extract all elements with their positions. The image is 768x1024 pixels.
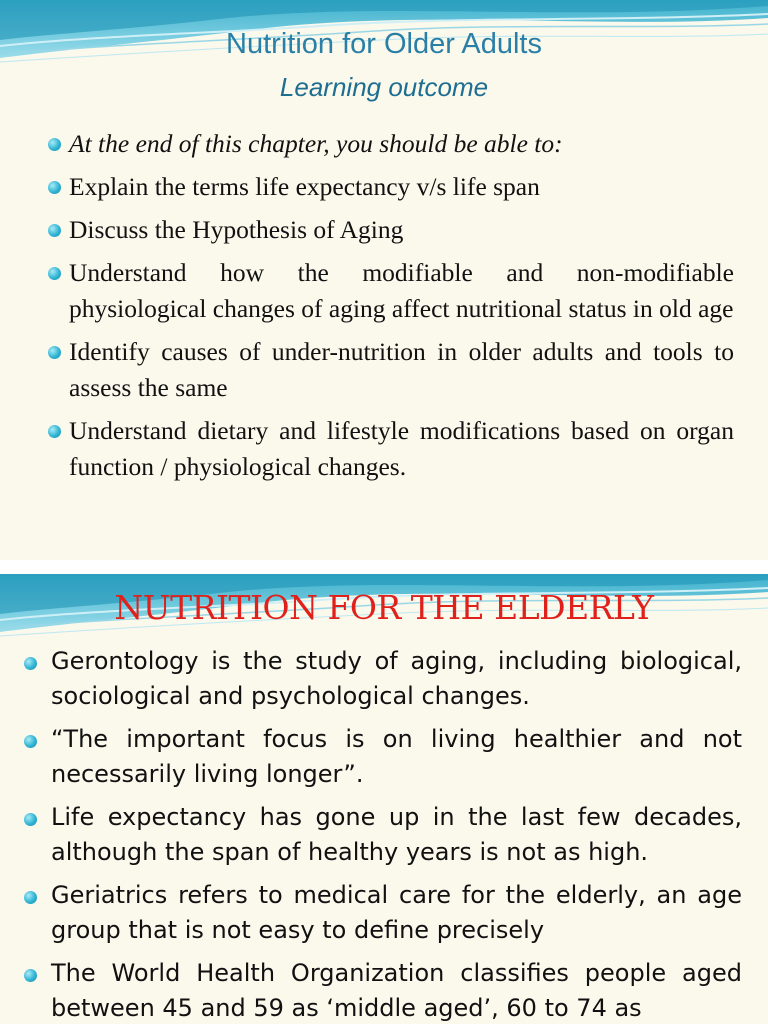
list-item: Understand how the modifiable and non-modifiable physiological changes of aging affect nutritional status in old age <box>48 255 734 327</box>
list-item: Explain the terms life expectancy v/s life span <box>48 169 734 205</box>
list-item: Life expectancy has gone up in the last few decades, although the span of healthy years is not as high. <box>24 800 742 870</box>
content-list <box>24 644 742 1024</box>
list-item: Gerontology is the study of aging, including biological, sociological and psychological changes. <box>24 644 742 714</box>
list-item: The World Health Organization classifies people aged between 45 and 59 as ‘middle aged’, 60 to 74 as <box>24 956 742 1024</box>
slide-title: Nutrition for Older Adults <box>226 28 542 60</box>
list-item: Discuss the Hypothesis of Aging <box>48 212 734 248</box>
term: Gerontology <box>51 647 199 675</box>
bullet-icon <box>48 138 61 151</box>
learning-outcomes-list <box>48 126 734 492</box>
slide-2 <box>0 574 768 1024</box>
list-item: Identify causes of under-nutrition in older adults and tools to assess the same <box>48 334 734 406</box>
bullet-icon <box>24 735 37 748</box>
slide-divider <box>0 560 768 574</box>
slide-subtitle: Learning outcome <box>279 72 489 102</box>
bullet-icon <box>24 969 37 982</box>
term: The World Health Organization classifies people aged <box>51 959 742 987</box>
bullet-icon <box>24 813 37 826</box>
bullet-icon <box>24 891 37 904</box>
bullet-icon <box>48 346 61 359</box>
list-item: At the end of this chapter, you should be able to: <box>48 126 734 162</box>
bullet-icon <box>48 425 61 438</box>
list-item: Geriatrics refers to medical care for the elderly, an age group that is not easy to define precisely <box>24 878 742 948</box>
term: Geriatrics <box>51 881 168 909</box>
bullet-icon <box>24 657 37 670</box>
bullet-icon <box>48 181 61 194</box>
list-item: Understand dietary and lifestyle modifications based on organ function / physiological changes. <box>48 413 734 485</box>
bullet-icon <box>48 224 61 237</box>
list-item: “The important focus is on living healthier and not necessarily living longer”. <box>24 722 742 792</box>
bullet-icon <box>48 267 61 280</box>
slide-title: NUTRITION FOR THE ELDERLY <box>114 588 654 627</box>
